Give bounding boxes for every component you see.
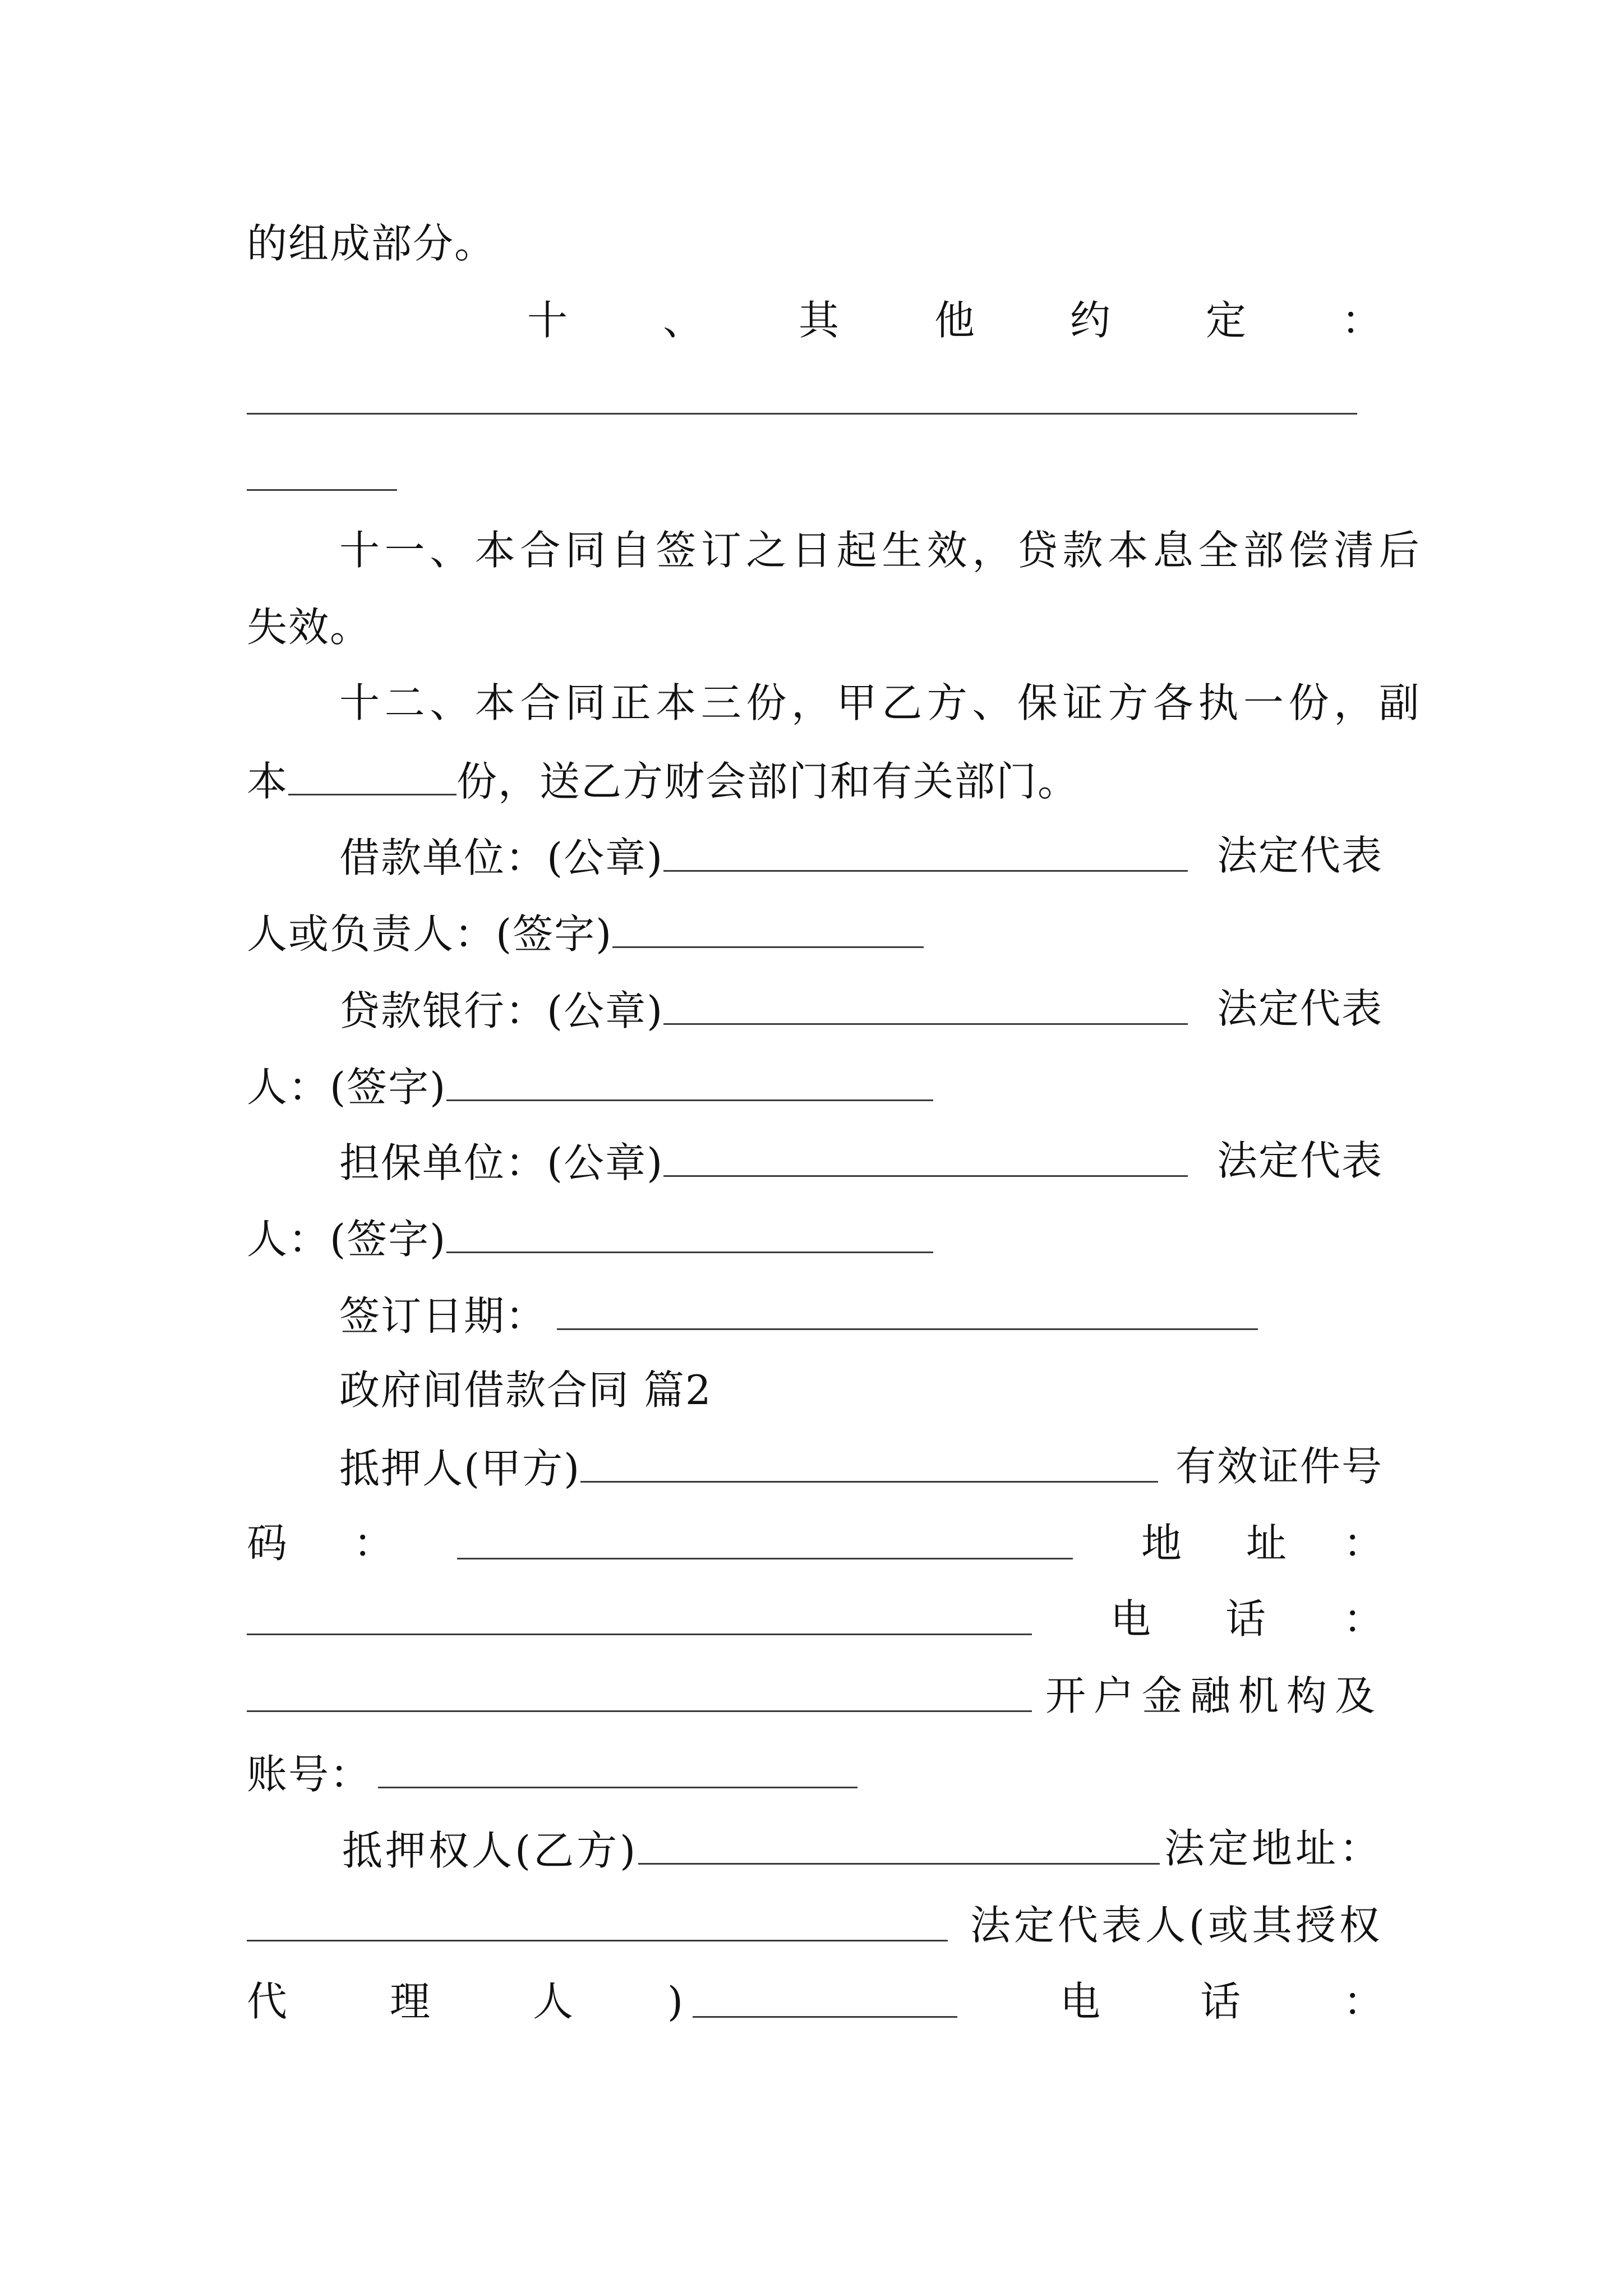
- label: ): [667, 1978, 685, 2025]
- text: 份，送乙方财会部门和有关部门。: [457, 758, 1080, 805]
- label: ：: [1343, 1978, 1385, 2025]
- mortgagee-label: [342, 1827, 1160, 1874]
- label: 人: [533, 1978, 575, 2025]
- signature-borrower-row: [247, 832, 1383, 881]
- label: 人或负责人：(签字): [247, 910, 613, 958]
- mortgagor-row: [247, 1443, 1383, 1492]
- label: 理: [390, 1978, 432, 2025]
- label: 地: [1141, 1520, 1183, 1567]
- label: 借款单位：(公章): [339, 834, 664, 881]
- bank-rep-signature-field[interactable]: [446, 1065, 933, 1101]
- id-number-label: 有效证件号: [1175, 1443, 1383, 1490]
- label: 电: [1110, 1595, 1152, 1642]
- guarantor-rep-signature-field[interactable]: [446, 1217, 933, 1253]
- signature-guarantor-rep-row: [247, 1216, 933, 1263]
- label: ：: [353, 1520, 395, 1567]
- heading-char: 其: [798, 297, 840, 344]
- clause-12-text: 十二、本合同正本三份，甲乙方、保证方各执一份，副: [339, 679, 1424, 726]
- blank-fill-line[interactable]: [247, 489, 397, 491]
- signing-date-field[interactable]: [557, 1294, 1258, 1330]
- legal-rep-label: 法定代表: [1216, 1137, 1383, 1184]
- blank-fill-line[interactable]: [247, 413, 1357, 415]
- bank-account-label: 开户金融机构及: [1045, 1672, 1383, 1719]
- label: 码: [247, 1520, 289, 1567]
- label: 人：(签字): [247, 1216, 447, 1263]
- account-number-field[interactable]: [378, 1752, 857, 1788]
- heading-char: 他: [934, 297, 976, 344]
- text-line: 的组成部分。: [247, 220, 496, 267]
- label: 代: [247, 1978, 289, 2025]
- text-line-copies: [247, 758, 1080, 805]
- phone-field[interactable]: [247, 1676, 1032, 1712]
- clause-11-text: 十一、本合同自签订之日起生效，贷款本息全部偿清后: [339, 527, 1424, 574]
- legal-rep-label: 法定代表人(或其授权: [970, 1902, 1383, 1949]
- text-line-clause-11: [247, 527, 1424, 574]
- heading-char: ：: [1341, 297, 1383, 344]
- label: 签订日期：: [339, 1292, 547, 1340]
- signature-guarantor-row: [247, 1137, 1383, 1186]
- label: ：: [1343, 1520, 1385, 1567]
- label: 账号：: [247, 1751, 372, 1798]
- bank-seal-label: [339, 987, 1188, 1034]
- guarantor-seal-field[interactable]: [663, 1140, 1188, 1177]
- agent-name-field[interactable]: [693, 1981, 957, 2018]
- heading-char: 约: [1069, 297, 1112, 344]
- copies-count-field[interactable]: [288, 759, 457, 795]
- label: 担保单位：(公章): [339, 1139, 664, 1186]
- bank-seal-field[interactable]: [663, 988, 1188, 1025]
- text: 本: [247, 758, 289, 805]
- mortgagee-name-field[interactable]: [638, 1828, 1160, 1865]
- phone-bank-row: [247, 1672, 1383, 1719]
- label: 抵押权人(乙方): [342, 1827, 639, 1874]
- legal-rep-label: 法定代表: [1216, 832, 1383, 879]
- id-number-field[interactable]: [457, 1523, 1073, 1559]
- signature-borrower-rep-row: [247, 910, 924, 958]
- legal-address-field[interactable]: [247, 1905, 948, 1941]
- signature-bank-row: [247, 985, 1383, 1034]
- mortgagee-row: [247, 1825, 1383, 1874]
- label: 抵押人(甲方): [339, 1445, 581, 1492]
- label: ：: [1343, 1595, 1385, 1642]
- heading-char: 十: [527, 297, 569, 344]
- borrower-seal-field[interactable]: [663, 835, 1188, 872]
- label: 话: [1225, 1595, 1267, 1642]
- section-heading-other-terms: [247, 297, 1383, 344]
- borrower-rep-signature-field[interactable]: [612, 912, 924, 948]
- label: 址: [1246, 1520, 1288, 1567]
- text-line: 失效。: [247, 604, 372, 651]
- legal-rep-row: [247, 1902, 1383, 1949]
- legal-rep-label: 法定代表: [1216, 985, 1383, 1032]
- label: 贷款银行：(公章): [339, 987, 664, 1034]
- account-row: [247, 1751, 857, 1798]
- borrower-seal-label: [339, 834, 1188, 881]
- signing-date-row: [247, 1292, 1258, 1340]
- section-title-part-2: 政府间借款合同 篇2: [339, 1366, 712, 1414]
- legal-address-label: 法定地址：: [1164, 1825, 1383, 1872]
- label: 人：(签字): [247, 1064, 447, 1111]
- mortgagor-label: [339, 1445, 1158, 1492]
- text-line-clause-12: [247, 679, 1424, 726]
- label: 话: [1200, 1978, 1242, 2025]
- heading-char: 、: [662, 297, 704, 344]
- address-field[interactable]: [247, 1599, 1032, 1635]
- label: 电: [1060, 1978, 1102, 2025]
- heading-char: 定: [1205, 297, 1247, 344]
- mortgagor-name-field[interactable]: [580, 1446, 1158, 1483]
- guarantor-seal-label: [339, 1139, 1188, 1186]
- signature-bank-rep-row: [247, 1064, 933, 1111]
